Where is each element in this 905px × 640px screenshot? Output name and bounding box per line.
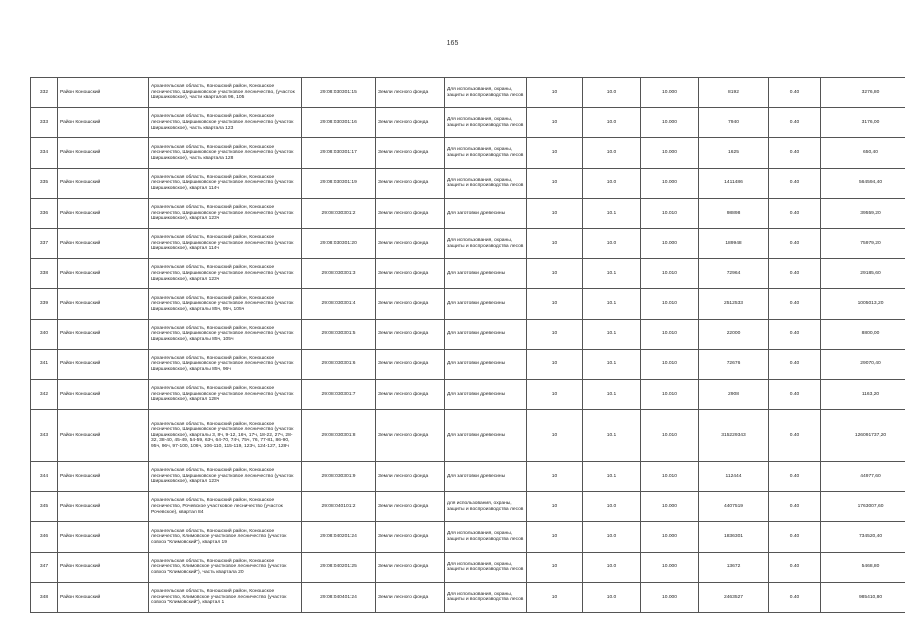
area-cell: 4407519	[699, 492, 769, 522]
subcode-cell: 10.1	[583, 198, 641, 228]
address-cell: Архангельская область, Коношский район, Коношское лесничество, Ширшиковское участковое лесничество (участок Ширшиковское), кварталы 85ч, 105ч	[149, 319, 302, 349]
value-cell: 8800,00	[821, 319, 905, 349]
land-category-cell: Земли лесного фонда	[376, 319, 445, 349]
code-cell: 10	[527, 410, 583, 462]
permitted-use-cell: Для использования, охраны, защиты и воспроизводства лесов	[445, 78, 527, 108]
subcode-cell: 10.0	[583, 582, 641, 612]
detailed-code-cell: 10.010	[641, 198, 699, 228]
rate-cell: 0.40	[769, 289, 821, 319]
subcode-cell: 10.0	[583, 78, 641, 108]
district-cell: Район Коношский	[58, 582, 149, 612]
subcode-cell: 10.1	[583, 319, 641, 349]
rate-cell: 0.40	[769, 108, 821, 138]
area-cell: 13672	[699, 552, 769, 582]
district-cell: Район Коношский	[58, 228, 149, 258]
area-cell: 189948	[699, 228, 769, 258]
address-cell: Архангельская область, Коношский район, Коношское лесничество, Ширшиковское участковое лесничество, (участок Ширшиковское), части кварталов 96, 105	[149, 78, 302, 108]
code-cell: 10	[527, 138, 583, 168]
table-row	[31, 138, 905, 168]
rate-cell: 0.40	[769, 410, 821, 462]
area-cell: 72964	[699, 259, 769, 289]
address-cell: Архангельская область, Коношский район, Коношское лесничество, Ширшиковское участковое лесничество (участок Ширшиковское), кварталы 85ч, 95ч, 105ч	[149, 289, 302, 319]
value-cell: 1005013,20	[821, 289, 905, 319]
value-cell: 44977,60	[821, 462, 905, 492]
permitted-use-cell: Для использования, охраны, защиты и воспроизводства лесов	[445, 108, 527, 138]
district-cell: Район Коношский	[58, 319, 149, 349]
district-cell: Район Коношский	[58, 78, 149, 108]
rate-cell: 0.40	[769, 168, 821, 198]
cadastral-number-cell: 29:08:030301:4	[302, 289, 376, 319]
value-cell: 29185,60	[821, 259, 905, 289]
table-row	[31, 492, 905, 522]
subcode-cell: 10.0	[583, 108, 641, 138]
rate-cell: 0.40	[769, 349, 821, 379]
row-number: 338	[31, 259, 58, 289]
address-cell: Архангельская область, Коношский район, Коношское лесничество, Ширшиковское участковое лесничество (участок Ширшиковское), кварталы 85ч, 96ч	[149, 349, 302, 379]
district-cell: Район Коношский	[58, 522, 149, 552]
address-cell: Архангельская область, Коношский район, Коношское лесничество, Климовское участковое лесничество (участок совхоз "Климовский"), квартал 19	[149, 522, 302, 552]
permitted-use-cell: Для использования, охраны, защиты и воспроизводства лесов	[445, 522, 527, 552]
permitted-use-cell: Для заготовки древесины	[445, 319, 527, 349]
cadastral-number-cell: 29:08:040101:2	[302, 492, 376, 522]
subcode-cell: 10.1	[583, 410, 641, 462]
table-row	[31, 552, 905, 582]
row-number: 333	[31, 108, 58, 138]
address-cell: Архангельская область, Коношский район, Коношское лесничество, Ширшиковское участковое лесничество (участок Ширшиковское), квартал 114ч	[149, 168, 302, 198]
table-row	[31, 582, 905, 612]
rate-cell: 0.40	[769, 552, 821, 582]
subcode-cell: 10.1	[583, 349, 641, 379]
table-row	[31, 289, 905, 319]
cadastral-number-cell: 29:08:040201:25	[302, 552, 376, 582]
value-cell: 1163,20	[821, 379, 905, 409]
land-category-cell: Земли лесного фонда	[376, 582, 445, 612]
district-cell: Район Коношский	[58, 410, 149, 462]
subcode-cell: 10.0	[583, 492, 641, 522]
district-cell: Район Коношский	[58, 138, 149, 168]
permitted-use-cell: Для заготовки древесины	[445, 349, 527, 379]
table-row	[31, 108, 905, 138]
area-cell: 72676	[699, 349, 769, 379]
address-cell: Архангельская область, Коношский район, Коношское лесничество, Ширшиковское участковое лесничество (участок Ширшиковское), квартал 123ч	[149, 462, 302, 492]
permitted-use-cell: Для заготовки древесины	[445, 289, 527, 319]
code-cell: 10	[527, 259, 583, 289]
permitted-use-cell: Для использования, охраны, защиты и воспроизводства лесов	[445, 552, 527, 582]
land-category-cell: Земли лесного фонда	[376, 379, 445, 409]
page-number: 165	[446, 40, 459, 47]
detailed-code-cell: 10.000	[641, 228, 699, 258]
land-category-cell: Земли лесного фонда	[376, 289, 445, 319]
land-category-cell: Земли лесного фонда	[376, 259, 445, 289]
permitted-use-cell: Для использования, охраны, защиты и воспроизводства лесов	[445, 168, 527, 198]
row-number: 345	[31, 492, 58, 522]
rate-cell: 0.40	[769, 259, 821, 289]
area-cell: 112444	[699, 462, 769, 492]
district-cell: Район Коношский	[58, 168, 149, 198]
cadastral-number-cell: 29:08:030301:2	[302, 198, 376, 228]
district-cell: Район Коношский	[58, 198, 149, 228]
permitted-use-cell: для использования, охраны, защиты и воспроизводства лесов	[445, 492, 527, 522]
rate-cell: 0.40	[769, 582, 821, 612]
value-cell: 3276,80	[821, 78, 905, 108]
table-row	[31, 462, 905, 492]
value-cell: 734520,40	[821, 522, 905, 552]
table-row	[31, 168, 905, 198]
detailed-code-cell: 10.010	[641, 319, 699, 349]
area-cell: 7940	[699, 108, 769, 138]
row-number: 332	[31, 78, 58, 108]
area-cell: 98898	[699, 198, 769, 228]
detailed-code-cell: 10.000	[641, 108, 699, 138]
address-cell: Архангельская область, Коношский район, Коношское лесничество, Климовское участковое лесничество (участок совхоз "Климовский"), квартал 1	[149, 582, 302, 612]
subcode-cell: 10.0	[583, 552, 641, 582]
land-category-cell: Земли лесного фонда	[376, 552, 445, 582]
rate-cell: 0.40	[769, 462, 821, 492]
permitted-use-cell: Для заготовки древесины	[445, 462, 527, 492]
subcode-cell: 10.0	[583, 168, 641, 198]
rate-cell: 0.40	[769, 138, 821, 168]
row-number: 334	[31, 138, 58, 168]
rate-cell: 0.40	[769, 379, 821, 409]
row-number: 346	[31, 522, 58, 552]
code-cell: 10	[527, 228, 583, 258]
address-cell: Архангельская область, Коношский район, Коношское лесничество, Ширшиковское участковое лесничество (участок Ширшиковское), часть квартала 123	[149, 108, 302, 138]
code-cell: 10	[527, 168, 583, 198]
detailed-code-cell: 10.010	[641, 289, 699, 319]
row-number: 348	[31, 582, 58, 612]
address-cell: Архангельская область, Коношский район, Коношское лесничество, Рочевское участковое лесничество (участок Рочевское), квартал 84	[149, 492, 302, 522]
district-cell: Район Коношский	[58, 108, 149, 138]
code-cell: 10	[527, 552, 583, 582]
subcode-cell: 10.0	[583, 228, 641, 258]
row-number: 337	[31, 228, 58, 258]
code-cell: 10	[527, 492, 583, 522]
address-cell: Архангельская область, Коношский район, Коношское лесничество, Ширшиковское участковое лесничество (участок Ширшиковское), часть квартала 128	[149, 138, 302, 168]
area-cell: 2512533	[699, 289, 769, 319]
subcode-cell: 10.1	[583, 259, 641, 289]
address-cell: Архангельская область, Коношский район, Коношское лесничество, Ширшиковское участковое лесничество (участок Ширшиковское), квартал 128ч	[149, 379, 302, 409]
value-cell: 564594,40	[821, 168, 905, 198]
rate-cell: 0.40	[769, 228, 821, 258]
land-category-cell: Земли лесного фонда	[376, 492, 445, 522]
land-category-cell: Земли лесного фонда	[376, 108, 445, 138]
table-row	[31, 319, 905, 349]
row-number: 336	[31, 198, 58, 228]
detailed-code-cell: 10.000	[641, 78, 699, 108]
cadastral-number-cell: 29:08:030301:19	[302, 168, 376, 198]
district-cell: Район Коношский	[58, 349, 149, 379]
table-row	[31, 410, 905, 462]
cadastral-number-cell: 29:08:030301:20	[302, 228, 376, 258]
code-cell: 10	[527, 462, 583, 492]
cadastral-number-cell: 29:08:030301:5	[302, 319, 376, 349]
table-row	[31, 522, 905, 552]
code-cell: 10	[527, 319, 583, 349]
cadastral-number-cell: 29:08:030301:16	[302, 108, 376, 138]
code-cell: 10	[527, 198, 583, 228]
rate-cell: 0.40	[769, 78, 821, 108]
table-row	[31, 349, 905, 379]
land-category-cell: Земли лесного фонда	[376, 522, 445, 552]
land-category-cell: Земли лесного фонда	[376, 228, 445, 258]
cadastral-number-cell: 29:08:030301:8	[302, 410, 376, 462]
district-cell: Район Коношский	[58, 259, 149, 289]
district-cell: Район Коношский	[58, 492, 149, 522]
land-category-cell: Земли лесного фонда	[376, 168, 445, 198]
land-category-cell: Земли лесного фонда	[376, 349, 445, 379]
code-cell: 10	[527, 78, 583, 108]
address-cell: Архангельская область, Коношский район, Коношское лесничество, Климовское участковое лесничество (участок совхоз "Климовский"), часть квартала 20	[149, 552, 302, 582]
cadastral-number-cell: 29:08:040201:24	[302, 522, 376, 552]
cadastral-number-cell: 29:08:030301:7	[302, 379, 376, 409]
value-cell: 126091737,20	[821, 410, 905, 462]
code-cell: 10	[527, 108, 583, 138]
area-cell: 22000	[699, 319, 769, 349]
address-cell: Архангельская область, Коношский район, Коношское лесничество, Ширшиковское участковое лесничество (участок Ширшиковское), квартал 114ч	[149, 228, 302, 258]
row-number: 342	[31, 379, 58, 409]
row-number: 343	[31, 410, 58, 462]
land-parcels-table	[30, 77, 905, 613]
code-cell: 10	[527, 582, 583, 612]
detailed-code-cell: 10.010	[641, 462, 699, 492]
permitted-use-cell: Для заготовки древесины	[445, 198, 527, 228]
land-category-cell: Земли лесного фонда	[376, 462, 445, 492]
detailed-code-cell: 10.010	[641, 379, 699, 409]
rate-cell: 0.40	[769, 319, 821, 349]
value-cell: 3176,00	[821, 108, 905, 138]
table-row	[31, 198, 905, 228]
subcode-cell: 10.1	[583, 462, 641, 492]
table-row	[31, 379, 905, 409]
value-cell: 29070,40	[821, 349, 905, 379]
value-cell: 985410,80	[821, 582, 905, 612]
detailed-code-cell: 10.010	[641, 410, 699, 462]
address-cell: Архангельская область, Коношский район, Коношское лесничество, Ширшиковское участковое лесничество (участок Ширшиковское), квартал 123ч	[149, 259, 302, 289]
detailed-code-cell: 10.000	[641, 168, 699, 198]
code-cell: 10	[527, 289, 583, 319]
value-cell: 5468,80	[821, 552, 905, 582]
land-category-cell: Земли лесного фонда	[376, 78, 445, 108]
cadastral-number-cell: 29:08:030301:15	[302, 78, 376, 108]
table-row	[31, 78, 905, 108]
row-number: 335	[31, 168, 58, 198]
value-cell: 1763007,60	[821, 492, 905, 522]
permitted-use-cell: Для заготовки древесины	[445, 259, 527, 289]
rate-cell: 0.40	[769, 492, 821, 522]
area-cell: 2908	[699, 379, 769, 409]
cadastral-number-cell: 29:08:030301:9	[302, 462, 376, 492]
value-cell: 39559,20	[821, 198, 905, 228]
area-cell: 8192	[699, 78, 769, 108]
permitted-use-cell: Для заготовки древесины	[445, 410, 527, 462]
area-cell: 2463527	[699, 582, 769, 612]
cadastral-number-cell: 29:08:030301:6	[302, 349, 376, 379]
row-number: 341	[31, 349, 58, 379]
row-number: 347	[31, 552, 58, 582]
code-cell: 10	[527, 379, 583, 409]
rate-cell: 0.40	[769, 522, 821, 552]
address-cell: Архангельская область, Коношский район, Коношское лесничество, Ширшиковское участковое лесничество (участок Ширшиковское), квартал 123ч	[149, 198, 302, 228]
row-number: 339	[31, 289, 58, 319]
detailed-code-cell: 10.000	[641, 138, 699, 168]
area-cell: 315229343	[699, 410, 769, 462]
subcode-cell: 10.1	[583, 289, 641, 319]
detailed-code-cell: 10.000	[641, 522, 699, 552]
land-category-cell: Земли лесного фонда	[376, 198, 445, 228]
detailed-code-cell: 10.000	[641, 582, 699, 612]
permitted-use-cell: Для использования, охраны, защиты и воспроизводства лесов	[445, 228, 527, 258]
subcode-cell: 10.0	[583, 522, 641, 552]
land-category-cell: Земли лесного фонда	[376, 138, 445, 168]
table-body	[31, 78, 905, 613]
value-cell: 75979,20	[821, 228, 905, 258]
address-cell: Архангельская область, Коношский район, Коношское лесничество, Ширшиковское участковое лесничество (участок Ширшиковское), кварталы 3, 8ч, 9-12, 16ч, 17ч, 18-22, 27ч, 28-32, 38-40, 45-49, 54-59, 63ч, 64-70, 74ч, 75ч, 76, 77-81, 86-90, 95ч, 96ч, 97-100, 106ч, 106-110, 115-119, 123ч, 124-127, 128ч	[149, 410, 302, 462]
cadastral-number-cell: 29:08:030301:17	[302, 138, 376, 168]
detailed-code-cell: 10.000	[641, 552, 699, 582]
district-cell: Район Коношский	[58, 379, 149, 409]
row-number: 344	[31, 462, 58, 492]
cadastral-number-cell: 29:08:030301:3	[302, 259, 376, 289]
permitted-use-cell: Для использования, охраны, защиты и воспроизводства лесов	[445, 582, 527, 612]
subcode-cell: 10.1	[583, 379, 641, 409]
permitted-use-cell: Для заготовки древесины	[445, 379, 527, 409]
table-row	[31, 259, 905, 289]
permitted-use-cell: Для использования, охраны, защиты и воспроизводства лесов	[445, 138, 527, 168]
value-cell: 650,40	[821, 138, 905, 168]
district-cell: Район Коношский	[58, 552, 149, 582]
code-cell: 10	[527, 349, 583, 379]
rate-cell: 0.40	[769, 198, 821, 228]
detailed-code-cell: 10.010	[641, 349, 699, 379]
subcode-cell: 10.0	[583, 138, 641, 168]
area-cell: 1411486	[699, 168, 769, 198]
cadastral-number-cell: 29:08:040401:24	[302, 582, 376, 612]
district-cell: Район Коношский	[58, 462, 149, 492]
district-cell: Район Коношский	[58, 289, 149, 319]
area-cell: 1836301	[699, 522, 769, 552]
land-category-cell: Земли лесного фонда	[376, 410, 445, 462]
row-number: 340	[31, 319, 58, 349]
detailed-code-cell: 10.010	[641, 259, 699, 289]
detailed-code-cell: 10.000	[641, 492, 699, 522]
code-cell: 10	[527, 522, 583, 552]
area-cell: 1625	[699, 138, 769, 168]
table-row	[31, 228, 905, 258]
